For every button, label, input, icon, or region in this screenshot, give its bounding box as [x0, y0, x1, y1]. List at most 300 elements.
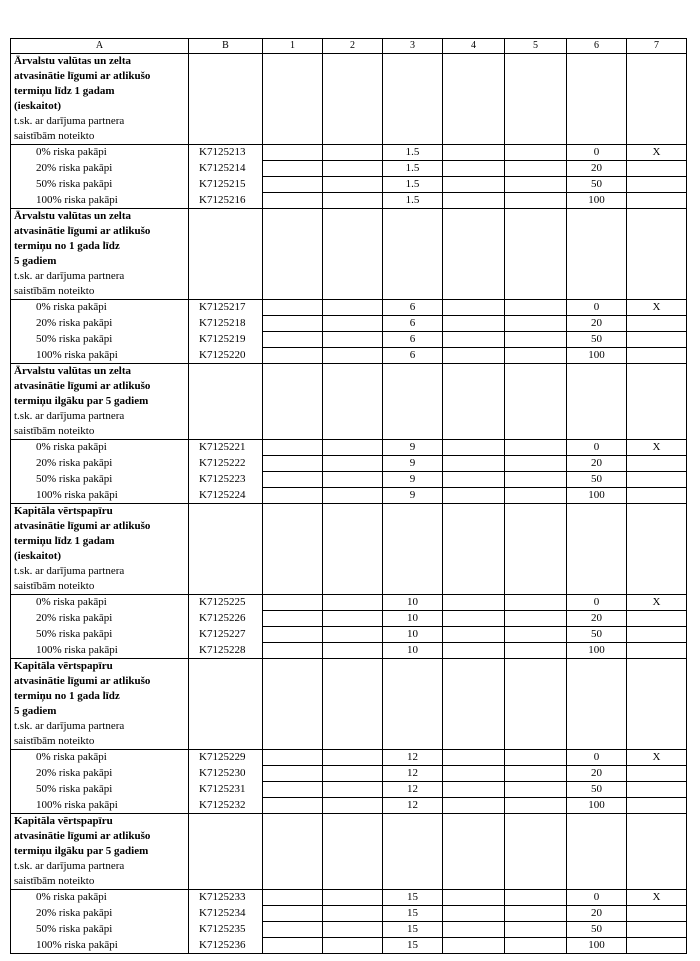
- empty-cell: [383, 814, 443, 830]
- empty-cell: [443, 689, 505, 704]
- cell-col-6: 20: [567, 611, 627, 627]
- cell-col-2: [323, 766, 383, 782]
- empty-cell: [443, 829, 505, 844]
- empty-cell: [323, 284, 383, 300]
- empty-cell: [443, 674, 505, 689]
- cell-col-7: [627, 472, 687, 488]
- table-row: [11, 440, 687, 456]
- empty-cell: [567, 254, 627, 269]
- section-title-line: 5 gadiem: [11, 704, 189, 719]
- empty-cell: [189, 379, 263, 394]
- empty-cell: [189, 239, 263, 254]
- empty-cell: [505, 209, 567, 225]
- risk-label: 100% riska pakāpi: [11, 488, 189, 504]
- risk-label: 50% riska pakāpi: [11, 177, 189, 193]
- row-code: K7125215: [189, 177, 263, 193]
- cell-col-2: [323, 193, 383, 209]
- empty-cell: [627, 564, 687, 579]
- table-row: [11, 611, 687, 627]
- cell-col-4: [443, 145, 505, 161]
- empty-cell: [323, 549, 383, 564]
- empty-cell: [263, 549, 323, 564]
- cell-col-4: [443, 472, 505, 488]
- cell-col-3: 1.5: [383, 145, 443, 161]
- table-row: [11, 300, 687, 316]
- table-row: [11, 890, 687, 906]
- empty-cell: [189, 719, 263, 734]
- cell-col-4: [443, 595, 505, 611]
- cell-col-1: [263, 890, 323, 906]
- empty-cell: [567, 394, 627, 409]
- risk-label: 20% riska pakāpi: [11, 161, 189, 177]
- empty-cell: [189, 534, 263, 549]
- empty-cell: [567, 874, 627, 890]
- section-title-row: [11, 814, 687, 830]
- cell-col-4: [443, 611, 505, 627]
- empty-cell: [567, 114, 627, 129]
- cell-col-7: X: [627, 750, 687, 766]
- empty-cell: [627, 129, 687, 145]
- section-title-row: [11, 394, 687, 409]
- empty-cell: [505, 549, 567, 564]
- empty-cell: [505, 659, 567, 675]
- empty-cell: [443, 659, 505, 675]
- empty-cell: [505, 424, 567, 440]
- empty-cell: [505, 844, 567, 859]
- empty-cell: [263, 874, 323, 890]
- risk-label: 20% riska pakāpi: [11, 456, 189, 472]
- cell-col-2: [323, 488, 383, 504]
- cell-col-6: 20: [567, 766, 627, 782]
- empty-cell: [627, 209, 687, 225]
- empty-cell: [567, 69, 627, 84]
- empty-cell: [567, 409, 627, 424]
- cell-col-4: [443, 177, 505, 193]
- empty-cell: [189, 689, 263, 704]
- section-title-row: [11, 504, 687, 520]
- table-row: [11, 488, 687, 504]
- empty-cell: [263, 129, 323, 145]
- row-code: K7125229: [189, 750, 263, 766]
- cell-col-2: [323, 890, 383, 906]
- cell-col-2: [323, 611, 383, 627]
- row-code: K7125228: [189, 643, 263, 659]
- section-note-row: [11, 874, 687, 890]
- cell-col-5: [505, 627, 567, 643]
- cell-col-1: [263, 488, 323, 504]
- empty-cell: [263, 224, 323, 239]
- empty-cell: [383, 224, 443, 239]
- empty-cell: [627, 829, 687, 844]
- table-row: [11, 922, 687, 938]
- section-note-row: [11, 424, 687, 440]
- cell-col-6: 100: [567, 348, 627, 364]
- empty-cell: [567, 844, 627, 859]
- col-header-4: 4: [443, 39, 505, 54]
- cell-col-6: 50: [567, 782, 627, 798]
- cell-col-4: [443, 193, 505, 209]
- empty-cell: [505, 579, 567, 595]
- cell-col-2: [323, 595, 383, 611]
- section-note-row: [11, 269, 687, 284]
- empty-cell: [383, 99, 443, 114]
- empty-cell: [443, 734, 505, 750]
- empty-cell: [323, 519, 383, 534]
- risk-label: 0% riska pakāpi: [11, 890, 189, 906]
- section-title-row: [11, 379, 687, 394]
- empty-cell: [383, 209, 443, 225]
- cell-col-7: [627, 456, 687, 472]
- cell-col-2: [323, 750, 383, 766]
- row-code: K7125233: [189, 890, 263, 906]
- empty-cell: [505, 379, 567, 394]
- cell-col-4: [443, 938, 505, 954]
- empty-cell: [627, 734, 687, 750]
- cell-col-2: [323, 145, 383, 161]
- section-title-line: atvasinātie līgumi ar atlikušo: [11, 224, 189, 239]
- empty-cell: [323, 859, 383, 874]
- cell-col-7: X: [627, 145, 687, 161]
- empty-cell: [189, 659, 263, 675]
- cell-col-5: [505, 595, 567, 611]
- header-row: [11, 39, 687, 54]
- cell-col-7: [627, 906, 687, 922]
- empty-cell: [443, 534, 505, 549]
- empty-cell: [627, 364, 687, 380]
- cell-col-3: 15: [383, 938, 443, 954]
- empty-cell: [567, 84, 627, 99]
- empty-cell: [627, 859, 687, 874]
- row-code: K7125217: [189, 300, 263, 316]
- row-code: K7125221: [189, 440, 263, 456]
- cell-col-6: 50: [567, 332, 627, 348]
- risk-label: 50% riska pakāpi: [11, 922, 189, 938]
- empty-cell: [263, 284, 323, 300]
- empty-cell: [323, 69, 383, 84]
- row-code: K7125230: [189, 766, 263, 782]
- empty-cell: [323, 534, 383, 549]
- empty-cell: [263, 394, 323, 409]
- cell-col-6: 0: [567, 440, 627, 456]
- empty-cell: [263, 519, 323, 534]
- empty-cell: [383, 114, 443, 129]
- cell-col-4: [443, 316, 505, 332]
- cell-col-7: [627, 161, 687, 177]
- risk-label: 0% riska pakāpi: [11, 145, 189, 161]
- cell-col-6: 100: [567, 643, 627, 659]
- empty-cell: [443, 84, 505, 99]
- empty-cell: [189, 284, 263, 300]
- empty-cell: [189, 129, 263, 145]
- empty-cell: [505, 719, 567, 734]
- section-note-line: t.sk. ar darījuma partnera: [11, 409, 189, 424]
- cell-col-1: [263, 750, 323, 766]
- section-group: [11, 659, 687, 814]
- empty-cell: [383, 84, 443, 99]
- empty-cell: [263, 69, 323, 84]
- empty-cell: [189, 54, 263, 70]
- cell-col-6: 100: [567, 938, 627, 954]
- empty-cell: [263, 239, 323, 254]
- empty-cell: [383, 829, 443, 844]
- empty-cell: [567, 704, 627, 719]
- empty-cell: [263, 504, 323, 520]
- table-row: [11, 145, 687, 161]
- empty-cell: [505, 874, 567, 890]
- cell-col-3: 12: [383, 798, 443, 814]
- empty-cell: [263, 564, 323, 579]
- empty-cell: [383, 534, 443, 549]
- empty-cell: [627, 504, 687, 520]
- empty-cell: [567, 239, 627, 254]
- empty-cell: [567, 734, 627, 750]
- empty-cell: [263, 814, 323, 830]
- row-code: K7125227: [189, 627, 263, 643]
- empty-cell: [443, 364, 505, 380]
- table-row: [11, 472, 687, 488]
- empty-cell: [189, 394, 263, 409]
- empty-cell: [505, 674, 567, 689]
- empty-cell: [383, 424, 443, 440]
- section-title-row: [11, 689, 687, 704]
- empty-cell: [263, 859, 323, 874]
- empty-cell: [567, 814, 627, 830]
- table-row: [11, 766, 687, 782]
- cell-col-1: [263, 782, 323, 798]
- table-row: [11, 456, 687, 472]
- section-title-line: Ārvalstu valūtas un zelta: [11, 54, 189, 70]
- risk-label: 50% riska pakāpi: [11, 627, 189, 643]
- cell-col-2: [323, 332, 383, 348]
- risk-label: 100% riska pakāpi: [11, 798, 189, 814]
- empty-cell: [383, 54, 443, 70]
- cell-col-1: [263, 177, 323, 193]
- risk-label: 100% riska pakāpi: [11, 193, 189, 209]
- cell-col-2: [323, 456, 383, 472]
- risk-label: 0% riska pakāpi: [11, 595, 189, 611]
- empty-cell: [323, 504, 383, 520]
- section-title-line: termiņu no 1 gada līdz: [11, 239, 189, 254]
- empty-cell: [383, 409, 443, 424]
- empty-cell: [443, 579, 505, 595]
- empty-cell: [567, 284, 627, 300]
- empty-cell: [383, 859, 443, 874]
- cell-col-3: 10: [383, 627, 443, 643]
- section-note-line: saistībām noteikto: [11, 284, 189, 300]
- cell-col-4: [443, 161, 505, 177]
- empty-cell: [263, 114, 323, 129]
- cell-col-2: [323, 906, 383, 922]
- empty-cell: [383, 549, 443, 564]
- empty-cell: [263, 379, 323, 394]
- cell-col-5: [505, 145, 567, 161]
- table-row: [11, 316, 687, 332]
- cell-col-3: 10: [383, 643, 443, 659]
- table-row: [11, 177, 687, 193]
- empty-cell: [323, 364, 383, 380]
- cell-col-5: [505, 906, 567, 922]
- row-code: K7125224: [189, 488, 263, 504]
- empty-cell: [323, 674, 383, 689]
- cell-col-4: [443, 627, 505, 643]
- cell-col-1: [263, 145, 323, 161]
- empty-cell: [189, 364, 263, 380]
- cell-col-1: [263, 316, 323, 332]
- cell-col-7: [627, 627, 687, 643]
- cell-col-5: [505, 611, 567, 627]
- col-header-1: 1: [263, 39, 323, 54]
- row-code: K7125231: [189, 782, 263, 798]
- cell-col-5: [505, 488, 567, 504]
- cell-col-5: [505, 922, 567, 938]
- data-table: [10, 38, 687, 954]
- cell-col-6: 50: [567, 177, 627, 193]
- section-title-line: Ārvalstu valūtas un zelta: [11, 209, 189, 225]
- risk-label: 20% riska pakāpi: [11, 766, 189, 782]
- cell-col-7: X: [627, 300, 687, 316]
- empty-cell: [505, 689, 567, 704]
- cell-col-7: [627, 798, 687, 814]
- col-header-b: B: [189, 39, 263, 54]
- cell-col-2: [323, 922, 383, 938]
- empty-cell: [443, 424, 505, 440]
- cell-col-6: 50: [567, 627, 627, 643]
- section-title-row: [11, 209, 687, 225]
- section-title-row: [11, 829, 687, 844]
- empty-cell: [505, 69, 567, 84]
- empty-cell: [443, 99, 505, 114]
- empty-cell: [567, 829, 627, 844]
- section-title-line: termiņu ilgāku par 5 gadiem: [11, 844, 189, 859]
- empty-cell: [505, 534, 567, 549]
- cell-col-4: [443, 488, 505, 504]
- empty-cell: [627, 689, 687, 704]
- cell-col-2: [323, 627, 383, 643]
- cell-col-2: [323, 348, 383, 364]
- empty-cell: [505, 269, 567, 284]
- col-header-2: 2: [323, 39, 383, 54]
- section-note-line: t.sk. ar darījuma partnera: [11, 719, 189, 734]
- empty-cell: [383, 564, 443, 579]
- section-group: [11, 814, 687, 954]
- empty-cell: [263, 829, 323, 844]
- cell-col-1: [263, 906, 323, 922]
- empty-cell: [505, 859, 567, 874]
- section-title-row: [11, 364, 687, 380]
- section-title-row: [11, 534, 687, 549]
- empty-cell: [323, 224, 383, 239]
- col-header-7: 7: [627, 39, 687, 54]
- empty-cell: [383, 659, 443, 675]
- cell-col-6: 0: [567, 890, 627, 906]
- row-code: K7125216: [189, 193, 263, 209]
- cell-col-5: [505, 300, 567, 316]
- section-note-line: saistībām noteikto: [11, 129, 189, 145]
- section-title-row: [11, 844, 687, 859]
- empty-cell: [383, 689, 443, 704]
- empty-cell: [383, 379, 443, 394]
- cell-col-1: [263, 766, 323, 782]
- risk-label: 0% riska pakāpi: [11, 440, 189, 456]
- empty-cell: [189, 549, 263, 564]
- empty-cell: [323, 424, 383, 440]
- risk-label: 0% riska pakāpi: [11, 300, 189, 316]
- empty-cell: [189, 69, 263, 84]
- row-code: K7125214: [189, 161, 263, 177]
- empty-cell: [323, 54, 383, 70]
- empty-cell: [505, 519, 567, 534]
- section-title-row: [11, 54, 687, 70]
- empty-cell: [567, 534, 627, 549]
- empty-cell: [323, 409, 383, 424]
- section-title-row: [11, 239, 687, 254]
- section-note-line: t.sk. ar darījuma partnera: [11, 859, 189, 874]
- cell-col-3: 12: [383, 750, 443, 766]
- cell-col-5: [505, 440, 567, 456]
- risk-label: 100% riska pakāpi: [11, 348, 189, 364]
- table-row: [11, 782, 687, 798]
- empty-cell: [383, 579, 443, 595]
- section-title-row: [11, 549, 687, 564]
- cell-col-4: [443, 782, 505, 798]
- empty-cell: [627, 534, 687, 549]
- section-title-line: Kapitāla vērtspapīru: [11, 659, 189, 675]
- cell-col-1: [263, 611, 323, 627]
- cell-col-6: 20: [567, 316, 627, 332]
- cell-col-3: 9: [383, 472, 443, 488]
- section-title-line: Kapitāla vērtspapīru: [11, 504, 189, 520]
- empty-cell: [505, 394, 567, 409]
- empty-cell: [627, 269, 687, 284]
- empty-cell: [263, 579, 323, 595]
- cell-col-7: [627, 488, 687, 504]
- empty-cell: [263, 534, 323, 549]
- cell-col-3: 6: [383, 300, 443, 316]
- empty-cell: [443, 379, 505, 394]
- empty-cell: [383, 364, 443, 380]
- cell-col-3: 15: [383, 890, 443, 906]
- empty-cell: [323, 209, 383, 225]
- row-code: K7125234: [189, 906, 263, 922]
- empty-cell: [567, 564, 627, 579]
- section-note-line: t.sk. ar darījuma partnera: [11, 564, 189, 579]
- cell-col-5: [505, 750, 567, 766]
- empty-cell: [567, 129, 627, 145]
- cell-col-5: [505, 798, 567, 814]
- row-code: K7125222: [189, 456, 263, 472]
- table-row: [11, 595, 687, 611]
- section-title-line: (ieskaitot): [11, 549, 189, 564]
- empty-cell: [505, 734, 567, 750]
- cell-col-7: [627, 938, 687, 954]
- empty-cell: [189, 829, 263, 844]
- empty-cell: [383, 69, 443, 84]
- cell-col-3: 1.5: [383, 193, 443, 209]
- risk-label: 50% riska pakāpi: [11, 332, 189, 348]
- empty-cell: [383, 269, 443, 284]
- row-code: K7125226: [189, 611, 263, 627]
- empty-cell: [443, 69, 505, 84]
- table-row: [11, 938, 687, 954]
- empty-cell: [443, 814, 505, 830]
- empty-cell: [627, 394, 687, 409]
- empty-cell: [323, 254, 383, 269]
- cell-col-5: [505, 938, 567, 954]
- cell-col-1: [263, 938, 323, 954]
- empty-cell: [263, 99, 323, 114]
- table-row: [11, 750, 687, 766]
- empty-cell: [323, 84, 383, 99]
